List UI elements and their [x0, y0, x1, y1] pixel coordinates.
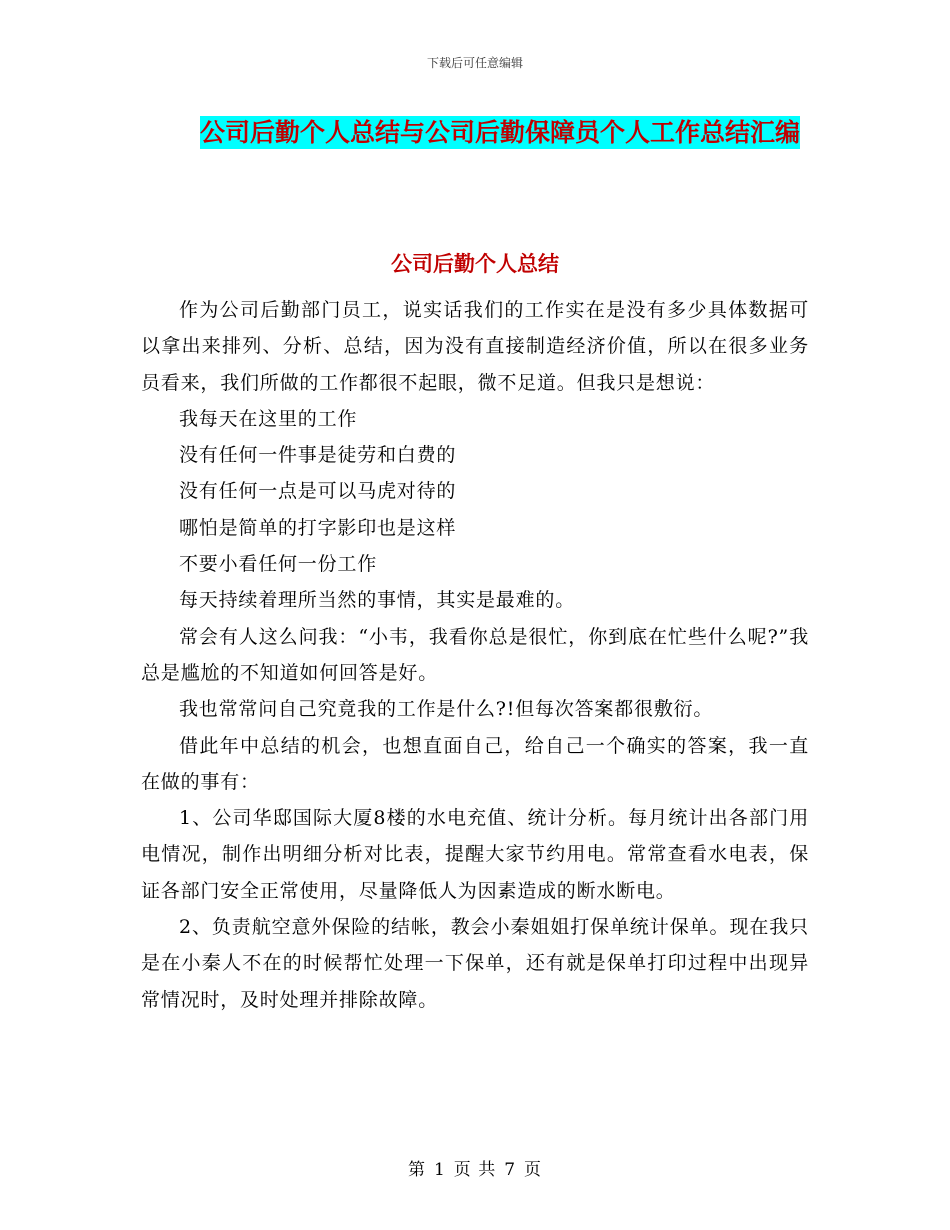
paragraph: 常会有人这么问我：“小韦，我看你总是很忙，你到底在忙些什么呢?”我总是尴尬的不知道如何回答是好。 — [141, 625, 809, 684]
header-note: 下载后可任意编辑 — [426, 56, 523, 70]
section-title: 公司后勤个人总结 — [391, 252, 559, 276]
document-title-text: 公司后勤个人总结与公司后勤保障员个人工作总结汇编 — [199, 118, 800, 147]
paragraph: 不要小看任何一份工作 — [179, 553, 378, 576]
paragraph: 2、负责航空意外保险的结帐，教会小秦姐姐打保单统计保单。现在我只是在小秦人不在的时候帮忙处理一下保单，还有就是保单打印过程中出现异常情况时，及时处理并排除故障。 — [141, 916, 809, 1011]
page-number: 1 — [433, 1160, 446, 1180]
page-label-suffix: 页 — [524, 1160, 543, 1180]
page-label-prefix: 第 — [407, 1160, 426, 1180]
page-label-mid: 页 共 — [453, 1160, 497, 1180]
total-pages: 7 — [504, 1160, 517, 1180]
paragraph: 我每天在这里的工作 — [179, 407, 358, 430]
paragraph: 作为公司后勤部门员工，说实话我们的工作实在是没有多少具体数据可以拿出来排列、分析、总结，因为没有直接制造经济价值，所以在很多业务员看来，我们所做的工作都很不起眼，微不足道。但我只是想说： — [141, 299, 809, 394]
document-body — [141, 292, 809, 1018]
paragraph: 没有任何一件事是徒劳和白费的 — [179, 444, 457, 467]
paragraph: 每天持续着理所当然的事情，其实是最难的。 — [179, 589, 576, 612]
paragraph: 我也常常问自己究竟我的工作是什么?!但每次答案都很敷衍。 — [179, 698, 714, 721]
document-title — [180, 112, 820, 154]
paragraph: 没有任何一点是可以马虎对待的 — [179, 480, 457, 503]
paragraph: 借此年中总结的机会，也想直面自己，给自己一个确实的答案，我一直在做的事有： — [141, 734, 809, 793]
page-footer — [0, 1155, 950, 1180]
paragraph: 哪怕是简单的打字影印也是这样 — [179, 516, 457, 539]
paragraph: 1、公司华邸国际大厦8楼的水电充值、统计分析。每月统计出各部门用电情况，制作出明细分析对比表，提醒大家节约用电。常常查看水电表，保证各部门安全正常使用，尽量降低人为因素造成的断水断电。 — [141, 807, 809, 902]
